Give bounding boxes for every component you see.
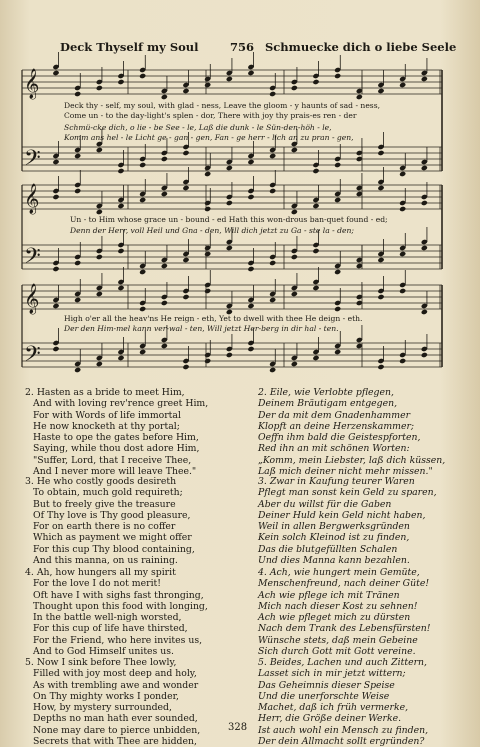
verse-en-3 [25,476,235,566]
note-head [399,82,406,88]
note-head [226,165,233,171]
verse-line: And to God Himself unites us. [33,646,174,658]
verse-en-2 [25,387,235,477]
verse-line: 5. Now I sink before Thee lowly, [25,657,177,668]
verse-en-5 [25,657,235,747]
verse-line: Und die unerforschte Weise [258,690,390,702]
verse-line: To obtain, much gold requireth; [33,487,183,499]
verse-line: Laß mich deiner nicht mehr missen." [258,466,433,478]
verse-line: But to freely give the treasure [33,498,176,510]
note-head [182,364,189,370]
note-head [421,352,428,358]
treble-clef: 𝄞 [24,69,40,99]
verse-line: Saying, while thou dost adore Him, [33,443,200,455]
note-head [161,343,168,349]
note-head [247,159,254,165]
note-head [334,269,341,275]
note-head [204,288,211,294]
treble-clef: 𝄞 [24,184,40,214]
verse-line: Aber du willst für die Gaben [258,498,392,510]
verse-de-2 [258,387,468,477]
verse-line: Menschenfreund, nach deiner Güte! [258,578,430,590]
hymn-title-german: Schmuecke dich o liebe Seele [265,40,457,54]
note-head [269,260,276,266]
note-head [399,206,406,212]
verse-line: He now knocketh at thy portal; [33,420,180,432]
note-head [139,306,146,312]
verse-de-4 [258,567,468,657]
note-head [74,91,81,97]
note-head [377,364,384,370]
verse-line: Das Geheimnis dieser Speise [258,679,395,691]
note-head [291,361,298,367]
note-head [312,355,319,361]
verse-de-5 [258,657,468,747]
note-head [117,203,124,209]
note-head [312,203,319,209]
note-head [399,171,406,177]
system-3-lyric-en: High o'er all the heav'ns He reign - eth, Yet to dwell with thee He deign - eth. [64,314,363,323]
verse-line: Klopft an deine Herzenskammer; [258,420,415,432]
note-head [161,94,168,100]
verse-line: Of Thy love is Thy good pleasure, [33,509,191,521]
note-head [377,88,384,94]
verse-line: As with trembling awe and wonder [33,679,199,691]
note-head [226,245,233,251]
verse-line: For this cup Thy blood containing, [33,543,195,555]
note-head [204,358,211,364]
system-3-lyric-de: Der den Him-mel kann ver-wal - ten, Will jetzt Her-berg in dir hal - ten. [64,324,339,333]
note-head [182,257,189,263]
verse-line: Der dein Allmacht sollt ergründen? [258,736,425,747]
verse-line: Sich durch Gott mit Gott vereine. [258,646,416,658]
note-head [291,147,298,153]
note-head [204,206,211,212]
note-head [226,200,233,206]
note-head [399,251,406,257]
hymn-title-english: Deck Thyself my Soul [60,40,199,54]
note-head [334,306,341,312]
system-1-lyric-en-1: Deck thy - self, my soul, with glad - ness, Leave the gloom - y haunts of sad - ness, [64,101,381,110]
note-head [377,257,384,263]
verse-line: For this cup of life have thirsted, [33,623,188,635]
note-head [312,285,319,291]
verse-line: "Suffer, Lord, that I receive Thee, [33,454,192,466]
note-head [334,197,341,203]
note-head [226,76,233,82]
verse-line: 2. Eile, wie Verlobte pflegen, [258,387,394,398]
hymn-number: 756 [230,40,255,54]
verse-line: Which as payment we might offer [33,532,192,544]
page-number: 328 [228,722,248,733]
note-head [117,248,124,254]
verse-line: Filled with joy most deep and holy, [33,668,197,680]
verse-line: In the battle well-nigh worsted, [33,612,182,624]
note-head [182,185,189,191]
note-head [139,162,146,168]
verse-line: Thought upon this food with longing, [33,600,208,612]
verse-line: Deiner Huld kein Geld nicht haben, [258,509,426,521]
note-head [269,188,276,194]
note-head [247,266,254,272]
verse-line: 3. Zwar in Kaufung teurer Waren [258,476,415,487]
note-head [74,367,81,373]
note-head [312,79,319,85]
verse-line: Lasset sich in mir jetzt wittern; [258,668,406,680]
system-2-lyric-en: Un - to Him whose grace un - bound - ed Hath this won-drous ban-quet found - ed; [70,215,388,224]
treble-clef: 𝄞 [24,284,40,314]
verse-line: Kein solch Kleinod ist zu finden, [258,532,410,544]
note-head [247,303,254,309]
verse-line: Secrets that with Thee are hidden, [33,736,197,747]
verse-line: Haste to ope the gates before Him, [33,432,199,444]
verse-line: Ach wie pflege ich mit Tränen [258,589,400,601]
note-head [377,150,384,156]
note-head [312,248,319,254]
verse-line: Wünsche stets, daß mein Gebeine [258,634,418,646]
note-head [182,88,189,94]
note-head [96,254,103,260]
note-head [74,153,81,159]
note-head [312,168,319,174]
note-head [421,200,428,206]
note-head [139,269,146,275]
verse-line: Der da mit dem Gnadenhammer [258,409,411,421]
verse-de-3 [258,476,468,566]
verse-line: Machet, daß ich früh vermerke, [258,702,409,714]
note-head [226,352,233,358]
note-head [52,194,59,200]
verse-line: On Thy mighty works I ponder, [33,690,179,702]
note-head [377,294,384,300]
verse-line: Mich nach dieser Kost zu sehnen! [258,600,418,612]
verse-en-4 [25,567,235,657]
note-head [96,291,103,297]
verse-line: None may dare to pierce unbidden, [33,724,201,736]
note-head [269,367,276,373]
note-head [161,191,168,197]
note-head [161,156,168,162]
note-head [247,70,254,76]
note-head [204,171,211,177]
note-head [74,188,81,194]
note-head [52,266,59,272]
note-head [334,73,341,79]
verse-line: Oft have I with sighs fast thronging, [33,589,204,601]
note-head [269,91,276,97]
note-head [421,245,428,251]
note-head [96,361,103,367]
verse-line: For the love I do not merit! [33,578,162,590]
note-head [204,82,211,88]
bass-clef: 𝄢 [24,342,41,372]
verse-line: 4. Ach, wie hungert mein Gemüte, [258,567,420,578]
verse-line: 4. Ah, how hungers all my spirit [25,567,176,578]
note-head [139,197,146,203]
note-head [117,285,124,291]
note-head [117,355,124,361]
verse-line: Depths no man hath ever sounded, [33,713,198,725]
verse-line: Herr, die Größe deiner Werke. [258,713,402,725]
verse-line: For with Words of life immortal [33,409,181,421]
verse-line: 3. He who costly goods desireth [25,476,177,487]
verse-line: Ach wie pfleget mich zu dürsten [258,612,411,624]
note-head [52,70,59,76]
note-head [399,358,406,364]
verse-line: Weil in allen Bergwerksgründen [258,521,410,533]
bass-clef: 𝄢 [24,146,41,176]
note-head [269,153,276,159]
note-head [399,288,406,294]
verse-line: For the Friend, who here invites us, [33,634,203,646]
note-head [52,346,59,352]
note-head [74,260,81,266]
note-head [117,79,124,85]
verse-line: How, by mystery surrounded, [33,702,172,714]
note-head [269,297,276,303]
note-head [204,251,211,257]
bass-clef: 𝄢 [24,244,41,274]
note-head [182,294,189,300]
note-head [377,185,384,191]
note-head [291,85,298,91]
system-1-lyric-de-2: Komm ans hel - le Licht ge - gan - gen, Fan - ge herr - lich an zu pran - gen, [64,133,354,142]
note-head [334,349,341,355]
verse-line: Pflegt man sonst kein Geld zu sparen, [258,487,437,499]
note-head [74,297,81,303]
note-head [96,85,103,91]
note-head [247,194,254,200]
system-2-lyric-de: Denn der Herr, voll Heil und Gna - den, Will dich jetzt zu Ga - ste la - den; [70,226,354,235]
verse-line: 5. Beides, Lachen und auch Zittern, [258,657,427,668]
system-1-lyric-en-2: Come un - to the day-light's splen - dor, There with joy thy prais-es ren - der [64,111,357,120]
verse-line: Deinem Bräutigam entgegen, [258,398,398,410]
verse-line: Und dies Manna kann bezahlen. [258,555,410,567]
note-head [421,309,428,315]
note-head [96,147,103,153]
note-head [421,76,428,82]
verse-line: And with loving rev'rence greet Him, [33,398,209,410]
verse-line: Das die blutgefüllten Schalen [258,543,398,555]
verse-line: Nach dem Trank des Lebensfürsten! [258,623,431,635]
verse-line: Red ihn an mit schönen Worten: [258,443,410,455]
note-head [161,263,168,269]
note-head [421,165,428,171]
note-head [139,73,146,79]
note-head [161,300,168,306]
verse-line: „Komm, mein Liebster, laß dich küssen, [258,454,446,466]
note-head [291,254,298,260]
note-head [291,291,298,297]
note-head [182,150,189,156]
note-head [139,349,146,355]
note-head [334,162,341,168]
system-1-lyric-de-1: Schmü-cke dich, o lie - be See - le, Laß die dunk - le Sün-den-höh - le, [64,123,332,132]
note-head [117,168,124,174]
verse-line: Oeffn ihm bald die Geistespforten, [258,432,421,444]
verse-line: And I never more will leave Thee." [33,466,197,478]
note-head [356,94,363,100]
note-head [52,303,59,309]
verse-line: And this manna, on us raining. [33,555,178,567]
note-head [52,159,59,165]
verse-line: 2. Hasten as a bride to meet Him, [25,387,185,398]
verse-line: Ist auch wohl ein Mensch zu finden, [258,724,429,736]
note-head [247,346,254,352]
verse-line: For on earth there is no coffer [33,521,176,533]
